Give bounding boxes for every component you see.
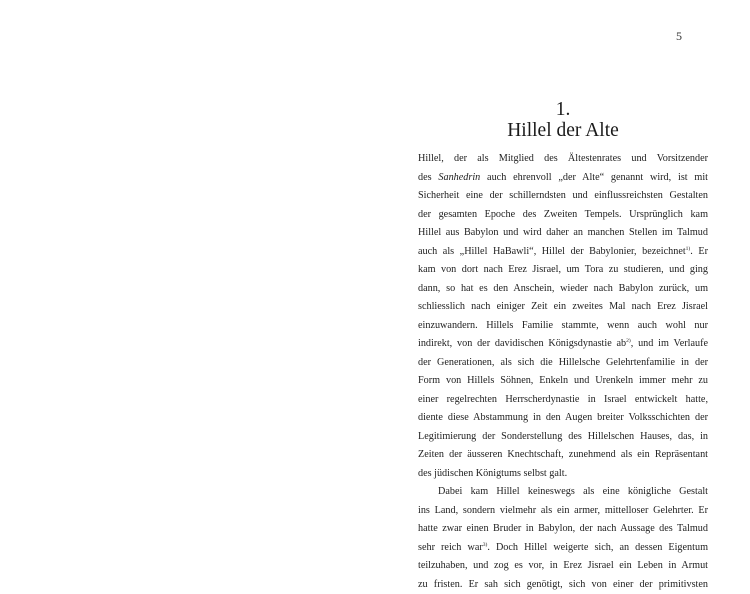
text-fragment: Sicherheit eine der schillerndsten und einflussreichsten Gestalten	[418, 190, 708, 201]
text-line	[418, 446, 708, 465]
italic-term: Sanhedrin	[438, 172, 480, 183]
text-line	[418, 576, 708, 594]
text-line	[418, 335, 708, 354]
text-fragment: Zeiten der äusseren Knechtschaft, zunehmend als ein Repräsentant	[418, 449, 708, 460]
footnote-ref: 1)	[686, 246, 691, 252]
text-fragment: schliesslich nach einiger Zeit ein zweites Mal nach Erez Jisrael	[418, 301, 708, 312]
text-fragment: einzuwandern. Hillels Familie stammte, wenn auch wohl nur	[418, 320, 708, 331]
text-line	[418, 465, 708, 484]
text-line	[418, 428, 708, 447]
text-line	[418, 317, 708, 336]
text-line	[418, 557, 708, 576]
text-line	[418, 372, 708, 391]
text-fragment: indirekt, von der davidischen Königsdynastie ab	[418, 338, 626, 349]
text-fragment: sehr reich war	[418, 542, 483, 553]
text-fragment: dann, so hat es den Anschein, wieder nach Babylon zurück, um	[418, 283, 708, 294]
body-text	[418, 150, 708, 594]
text-line	[418, 280, 708, 299]
text-fragment: Dabei kam Hillel keineswegs als eine königliche Gestalt	[438, 486, 708, 497]
text-fragment: zu fristen. Er sah sich genötigt, sich von einer der primitivsten	[418, 579, 708, 590]
text-line	[418, 391, 708, 410]
footnote-ref: 2)	[626, 338, 631, 344]
chapter-number: 1.	[418, 99, 708, 120]
text-fragment: , und im Verlaufe	[631, 338, 708, 349]
text-fragment: . Doch Hillel weigerte sich, an dessen Eigentum	[487, 542, 708, 553]
text-line	[418, 354, 708, 373]
text-fragment: Hillel aus Babylon und wird daher an manchen Stellen im Talmud	[418, 227, 708, 238]
text-fragment: der gesamten Epoche des Zweiten Tempels. Ursprünglich kam	[418, 209, 708, 220]
text-line	[418, 224, 708, 243]
text-fragment: Hillel, der als Mitglied des Ältestenrates und Vorsitzender	[418, 153, 708, 164]
chapter-title: Hillel der Alte	[418, 120, 708, 141]
text-fragment: der Generationen, als sich die Hillelsche Gelehrtenfamilie in der	[418, 357, 708, 368]
text-fragment: des	[418, 172, 438, 183]
chapter-heading	[418, 99, 708, 141]
footnote-ref: 3)	[483, 542, 488, 548]
text-fragment: teilzuhaben, und zog es vor, in Erez Jisrael ein Leben in Armut	[418, 560, 708, 571]
text-fragment: Legitimierung der Sonderstellung des Hillelschen Hauses, das, in	[418, 431, 708, 442]
page-number: 5	[676, 29, 682, 44]
text-line	[418, 483, 708, 502]
text-line	[418, 520, 708, 539]
text-line	[418, 206, 708, 225]
text-line	[418, 261, 708, 280]
text-line	[418, 539, 708, 558]
text-line	[418, 150, 708, 169]
text-line	[418, 298, 708, 317]
text-fragment: diente diese Abstammung in den Augen breiter Volksschichten der	[418, 412, 708, 423]
text-fragment: Form von Hillels Söhnen, Enkeln und Urenkeln immer mehr zu	[418, 375, 708, 386]
text-line	[418, 169, 708, 188]
text-line	[418, 187, 708, 206]
text-line	[418, 243, 708, 262]
text-fragment: hatte zwar einen Bruder in Babylon, der nach Aussage des Talmud	[418, 523, 708, 534]
text-fragment: einer regelrechten Herrscherdynastie in Israel entwickelt hatte,	[418, 394, 708, 405]
text-fragment: ins Land, sondern vielmehr als ein armer, mittelloser Gelehrter. Er	[418, 505, 708, 516]
text-line	[418, 409, 708, 428]
text-fragment: auch als „Hillel HaBawli“, Hillel der Babylonier, bezeichnet	[418, 246, 686, 257]
text-fragment: des jüdischen Königtums selbst galt.	[418, 468, 567, 479]
text-fragment: kam von dort nach Erez Jisrael, um Tora zu studieren, und ging	[418, 264, 708, 275]
text-fragment: . Er	[690, 246, 708, 257]
text-fragment: auch ehrenvoll „der Alte“ genannt wird, ist mit	[480, 172, 708, 183]
text-line	[418, 502, 708, 521]
